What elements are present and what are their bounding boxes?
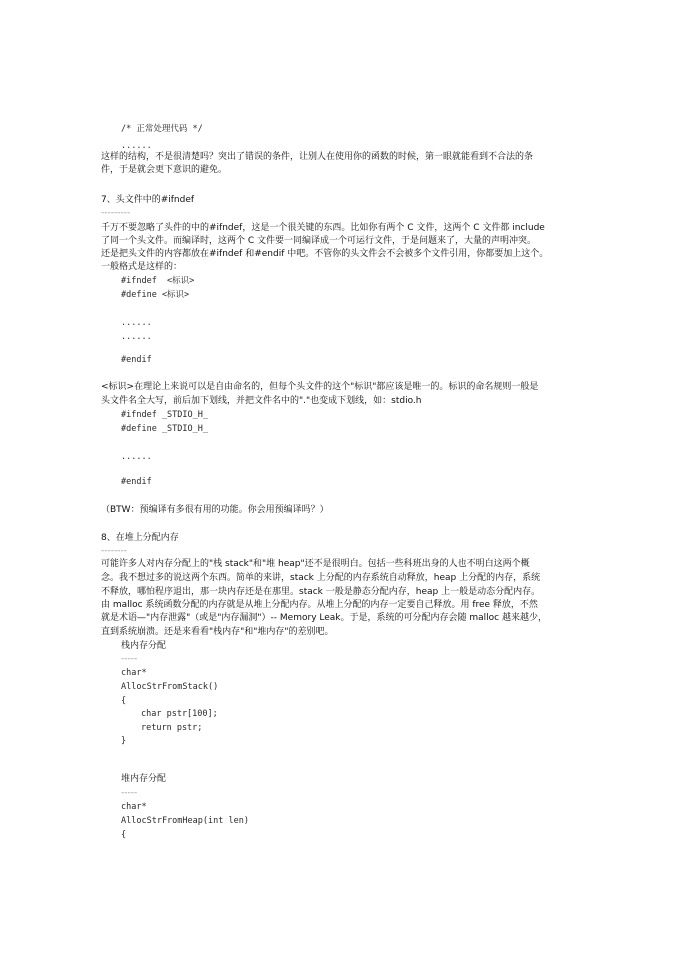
code-line: #endif xyxy=(121,355,152,365)
code-comment: /* 正常处理代码 */ xyxy=(121,124,203,134)
code-ellipsis: ...... xyxy=(121,318,152,328)
paragraph-line: 了同一个头文件。而编译时，这两个 C 文件要一同编译成一个可运行文件，于是问题来了，大量的声明冲突。 xyxy=(101,236,537,246)
paragraph-line: 可能许多人对内存分配上的"栈 stack"和"堆 heap"还不是很明白。包括一些科班出身的人也不明白这两个概 xyxy=(101,559,530,569)
paragraph-line: 千万不要忽略了头件的中的#ifndef，这是一个很关键的东西。比如你有两个 C 文件，这两个 C 文件都 include xyxy=(101,223,545,233)
subheading-underline: ----- xyxy=(121,788,138,798)
code-line: #ifndef <标识> xyxy=(121,276,195,286)
code-line: #define <标识> xyxy=(121,290,190,300)
code-line: #endif xyxy=(121,477,152,487)
code-line: char* xyxy=(121,668,147,678)
code-line: #define _STDIO_H_ xyxy=(121,424,208,434)
paragraph-line: 一般格式是这样的： xyxy=(101,262,183,272)
paragraph-line: 不释放，哪怕程序退出，那一块内存还是在那里。stack 一般是静态分配内存，heap 上一般是动态分配内存。 xyxy=(101,587,541,597)
paragraph-line: 还是把头文件的内容都放在#ifndef 和#endif 中吧。不管你的头文件会不会被多个文件引用，你都要加上这个。 xyxy=(101,249,549,259)
paragraph-line: （BTW：预编译有多很有用的功能。你会用预编译吗？） xyxy=(101,505,329,515)
paragraph-line: 件，于是就会更下意识的避免。 xyxy=(101,165,228,175)
code-line: return pstr; xyxy=(141,723,203,733)
code-line: { xyxy=(121,696,127,706)
code-line: } xyxy=(121,736,127,746)
code-ellipsis: ...... xyxy=(121,141,152,151)
section-heading-8: 8、在堆上分配内存 xyxy=(101,533,179,543)
code-line: char* xyxy=(121,802,147,812)
paragraph-line: <标识>在理论上来说可以是自由命名的，但每个头文件的这个"标识"都应该是唯一的。标识的命名规则一般是 xyxy=(101,382,539,392)
code-line: char pstr[100]; xyxy=(141,709,218,719)
paragraph-line: 头文件名全大写，前后加下划线，并把文件名中的"."也变成下划线，如：stdio.h xyxy=(101,396,422,406)
subheading-stack: 栈内存分配 xyxy=(121,641,167,651)
code-line: { xyxy=(121,830,127,840)
heading-underline: --------- xyxy=(101,208,131,218)
paragraph-line: 直到系统崩溃。还是来看看"栈内存"和"堆内存"的差别吧。 xyxy=(101,627,334,637)
section-heading-7: 7、头文件中的#ifndef xyxy=(101,195,195,205)
code-ellipsis: ...... xyxy=(121,332,152,342)
code-line: AllocStrFromStack() xyxy=(121,682,219,692)
heading-underline: -------- xyxy=(101,546,127,556)
code-line: #ifndef _STDIO_H_ xyxy=(121,410,208,420)
paragraph-line: 就是术语—"内存泄露"（或是"内存漏洞"）-- Memory Leak。于是，系统的可分配内存会随 malloc 越来越少， xyxy=(101,613,547,623)
paragraph-line: 由 malloc 系统函数分配的内存就是从堆上分配内存。从堆上分配的内存一定要自己释放。用 free 释放，不然 xyxy=(101,600,538,610)
code-line: AllocStrFromHeap(int len) xyxy=(121,816,249,826)
code-ellipsis: ...... xyxy=(121,452,152,462)
paragraph-line: 这样的结构，不是很清楚吗？突出了错误的条件，让别人在使用你的函数的时候，第一眼就能看到不合法的条 xyxy=(101,152,534,162)
subheading-heap: 堆内存分配 xyxy=(121,774,167,784)
subheading-underline: ----- xyxy=(121,654,138,664)
paragraph-line: 念。我不想过多的说这两个东西。简单的来讲，stack 上分配的内存系统自动释放，heap 上分配的内存，系统 xyxy=(101,573,541,583)
